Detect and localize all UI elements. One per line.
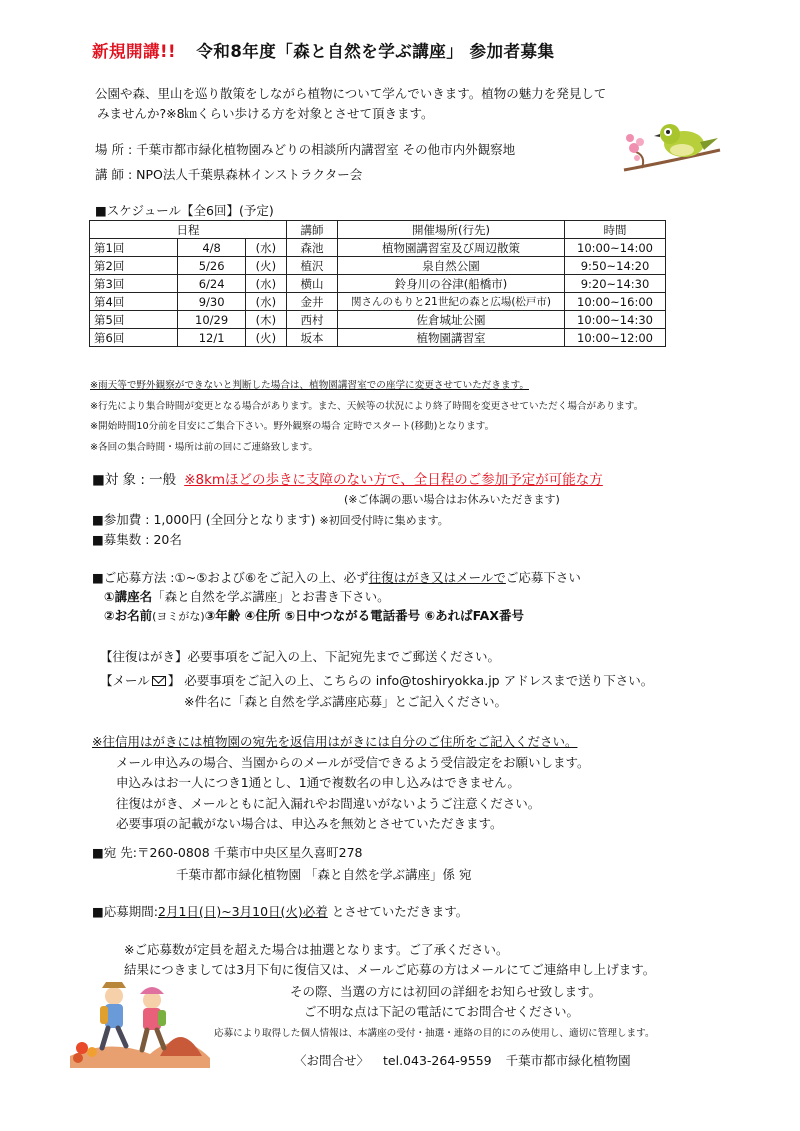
session-time: 9:20~14:30 (565, 275, 666, 293)
intro-text (95, 84, 606, 124)
session-number: 第4回 (90, 293, 178, 311)
schedule-notes (90, 376, 643, 458)
session-time: 10:00~14:00 (565, 239, 666, 257)
note-rain: ※雨天等で野外観察ができないと判断した場合は、植物園講習室での座学に変更させていただきます。 (90, 380, 529, 391)
apply-items-rest: ③年齢 ④住所 ⑤日中つながる電話番号 ⑥あればFAX番号 (204, 608, 524, 623)
contact-org: 千葉市都市緑化植物園 (505, 1053, 631, 1068)
target-condition: ※8kmほどの歩きに支障のない方で、全日程のご参加予定が可能な方 (184, 472, 603, 488)
session-date: 6/24 (178, 275, 245, 293)
fee-section (92, 510, 449, 549)
note-time-change: ※行先により集合時間が変更となる場合があります。また、天候等の状況により終了時間を変更させていただく場合があります。 (90, 400, 644, 412)
session-venue: 関さんのもりと21世紀の森と広場(松戸市) (338, 293, 565, 311)
session-day: (火) (245, 257, 286, 275)
application-period (92, 902, 468, 920)
postcard-instructions: 【往復はがき】必要事項をご記入の上、下記宛先までご郵送ください。 (100, 649, 501, 664)
lottery-4: ご不明な点は下記の電話にてお問合せください。 (304, 1004, 580, 1019)
instructor-line: 講 師 : NPO法人千葉県森林インストラクター会 (95, 167, 363, 182)
capacity-line: ■募集数 : 20名 (92, 532, 182, 547)
session-number: 第2回 (90, 257, 178, 275)
target-note: (※ご体調の悪い場合はお休みいただきます) (344, 493, 560, 506)
header-teacher: 講師 (287, 221, 338, 239)
session-time: 10:00~16:00 (565, 293, 666, 311)
session-venue: 植物園講習室及び周辺散策 (338, 239, 565, 257)
apply-suffix: ご応募下さい (505, 570, 581, 585)
apply-method (92, 568, 581, 626)
session-number: 第5回 (90, 311, 178, 329)
session-date: 4/8 (178, 239, 245, 257)
address-line-2: 千葉市都市緑化植物園 「森と自然を学ぶ講座」係 宛 (176, 867, 472, 882)
mail-icon (152, 676, 166, 686)
table-row (90, 275, 666, 293)
session-day: (水) (245, 275, 286, 293)
session-teacher: 金井 (287, 293, 338, 311)
session-venue: 鈴身川の谷津(船橋市) (338, 275, 565, 293)
intro-line-2: みませんか?※8㎞くらい歩ける方を対象とさせて頂きます。 (97, 106, 434, 121)
mail-line-1: 】 必要事項をご記入の上、こちらの info@toshiryokka.jp アドレスまで送り下さい。 (167, 673, 654, 688)
session-number: 第3回 (90, 275, 178, 293)
caution-3: 申込みはお一人につき1通とし、1通で複数名の申し込みはできません。 (116, 775, 520, 790)
address-section (92, 842, 471, 886)
apply-emph: 往復はがき又はメールで (368, 570, 506, 585)
hikers-illustration (70, 968, 210, 1068)
lottery-2: 結果につきましては3月下旬に復信又は、メールご応募の方はメールにてご連絡申し上げます。 (124, 962, 656, 977)
header-time: 時間 (565, 221, 666, 239)
session-teacher: 森池 (287, 239, 338, 257)
session-date: 12/1 (178, 329, 245, 347)
session-number: 第1回 (90, 239, 178, 257)
privacy-note: 応募により取得した個人情報は、本講座の受付・抽選・連絡の目的にのみ使用し、適切に管理します。 (214, 1028, 655, 1039)
period-label: ■応募期間: (92, 904, 159, 919)
page-title (92, 38, 555, 62)
header-date: 日程 (90, 221, 287, 239)
period-dates: 2月1日(日)~3月10日(火)必着 (158, 904, 328, 919)
bird-illustration (622, 108, 722, 178)
caution-1: ※往信用はがきには植物園の宛先を返信用はがきには自分のご住所をご記入ください。 (92, 734, 578, 749)
contact-line (294, 1051, 645, 1069)
schedule-heading: ■スケジュール【全6回】(予定) (95, 203, 274, 218)
note-contact: ※各回の集合時間・場所は前の回にご連絡致します。 (90, 441, 318, 453)
mail-open: 【メール (100, 673, 150, 688)
table-row (90, 257, 666, 275)
contact-label: 〈お問合せ〉 (294, 1053, 370, 1068)
fee-line: ■参加費 : 1,000円 (全回分となります) (92, 512, 316, 527)
session-teacher: 横山 (287, 275, 338, 293)
session-teacher: 植沢 (287, 257, 338, 275)
target-line (92, 468, 603, 488)
intro-line-1: 公園や森、里山を巡り散策をしながら植物について学んでいきます。植物の魅力を発見して (95, 86, 607, 101)
session-time: 10:00~12:00 (565, 329, 666, 347)
session-time: 9:50~14:20 (565, 257, 666, 275)
session-day: (火) (245, 329, 286, 347)
venue-line: 場 所 : 千葉市都市緑化植物園みどりの相談所内講習室 その他市内外観察地 (95, 142, 516, 157)
email-instructions (100, 670, 653, 712)
apply-item1-label: ①講座名 (104, 589, 153, 604)
fee-note: ※初回受付時に集めます。 (319, 514, 449, 527)
apply-item2-label: ②お名前 (104, 608, 153, 623)
mail-line-2: ※件名に「森と自然を学ぶ講座応募」とご記入ください。 (184, 694, 507, 709)
session-date: 10/29 (178, 311, 245, 329)
caution-4: 往復はがき、メールともに記入漏れやお間違いがないようご注意ください。 (116, 795, 541, 811)
apply-item1-text: 「森と自然を学ぶ講座」とお書き下さい。 (152, 589, 390, 604)
caution-2: メール申込みの場合、当園からのメールが受信できるよう受信設定をお願いします。 (116, 754, 590, 770)
session-number: 第6回 (90, 329, 178, 347)
contact-phone[interactable]: tel.043-264-9559 (383, 1053, 492, 1068)
session-day: (水) (245, 293, 286, 311)
schedule-table (89, 220, 666, 347)
session-teacher: 坂本 (287, 329, 338, 347)
table-row (90, 293, 666, 311)
session-venue: 泉自然公園 (338, 257, 565, 275)
table-row (90, 311, 666, 329)
session-date: 5/26 (178, 257, 245, 275)
address-line-1: ■宛 先:〒260-0808 千葉市中央区星久喜町278 (92, 845, 363, 860)
new-course-label: 新規開講!! (92, 42, 177, 61)
application-cautions (92, 732, 590, 835)
header-venue: 開催場所(行先) (338, 221, 565, 239)
note-gathering: ※開始時間10分前を目安にご集合下さい。野外観察の場合 定時でスタート(移動)となります。 (90, 421, 495, 432)
session-day: (水) (245, 239, 286, 257)
session-venue: 佐倉城址公園 (338, 311, 565, 329)
session-date: 9/30 (178, 293, 245, 311)
caution-5: 必要事項の記載がない場合は、申込みを無効とさせていただきます。 (116, 816, 503, 831)
table-row (90, 329, 666, 347)
lottery-1: ※ご応募数が定員を超えた場合は抽選となります。ご了承ください。 (124, 942, 509, 957)
period-suffix: とさせていただきます。 (331, 904, 469, 919)
apply-kana: (ヨミがな) (152, 610, 205, 623)
title-main: 令和8年度「森と自然を学ぶ講座」 参加者募集 (196, 42, 555, 61)
table-row (90, 239, 666, 257)
session-time: 10:00~14:30 (565, 311, 666, 329)
table-header-row (90, 221, 666, 239)
session-teacher: 西村 (287, 311, 338, 329)
apply-prefix: ■ご応募方法 :①~⑤および⑥をご記入の上、必ず (92, 570, 369, 585)
lottery-3: その際、当選の方には初回の詳細をお知らせ致します。 (290, 984, 602, 999)
session-venue: 植物園講習室 (338, 329, 565, 347)
session-day: (木) (245, 311, 286, 329)
target-label: ■対 象 : 一般 (92, 472, 177, 488)
